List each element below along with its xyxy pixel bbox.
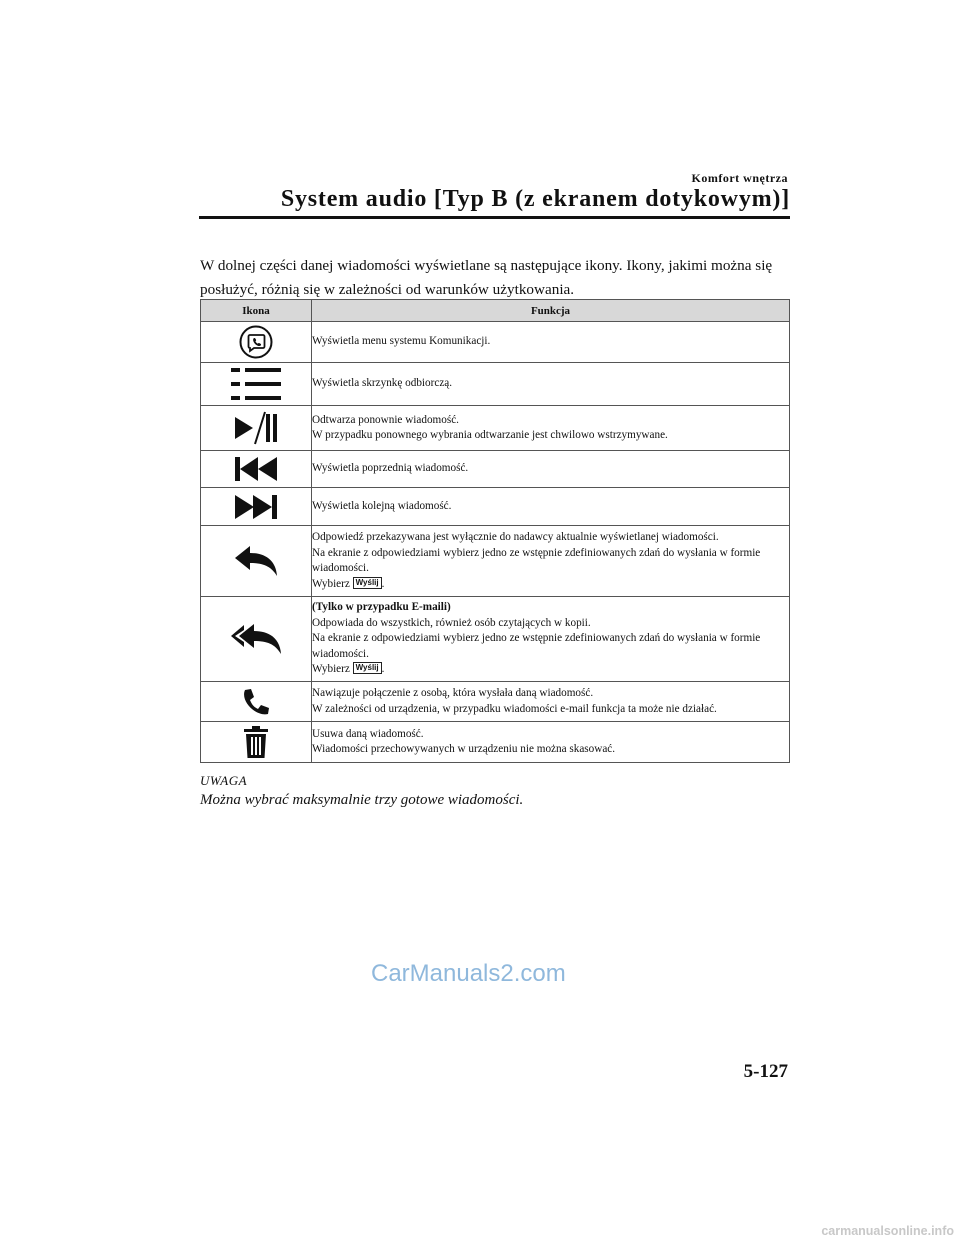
title-rule — [199, 216, 790, 219]
function-text: Na ekranie z odpowiedziami wybierz jedno ze wstępnie zdefiniowanych zdań do wysłania w formie wiadomości. — [312, 546, 761, 574]
column-header-icon: Ikona — [201, 300, 312, 322]
table-row — [201, 406, 790, 451]
table-header-row — [201, 300, 790, 322]
phone-icon — [241, 692, 271, 709]
function-text: Wyświetla skrzynkę odbiorczą. — [312, 377, 453, 390]
select-instruction: Wybierz Wyślij . — [312, 577, 385, 590]
select-instruction: Wybierz Wyślij . — [312, 663, 385, 676]
trash-icon — [243, 733, 269, 750]
function-text: Nawiązuje połączenie z osobą, która wysłała daną wiadomość. — [312, 687, 594, 699]
function-text: Odpowiada do wszystkich, również osób czytających w kopii. — [312, 616, 591, 629]
table-row — [201, 488, 790, 526]
section-label: Komfort wnętrza — [691, 171, 788, 185]
column-header-function: Funkcja — [312, 300, 790, 322]
function-text: Odpowiedź przekazywana jest wyłącznie do nadawcy aktualnie wyświetlanej wiadomości. — [312, 531, 719, 543]
watermark-logo: CarManuals2.com — [371, 960, 566, 987]
function-text: Na ekranie z odpowiedziami wybierz jedno ze wstępnie zdefiniowanych zdań do wysłania w formie wiadomości. — [312, 632, 761, 660]
table-row — [201, 597, 790, 682]
note-text: Można wybrać maksymalnie trzy gotowe wiadomości. — [200, 792, 524, 808]
reply-icon — [233, 552, 279, 569]
table-row — [201, 451, 790, 488]
function-text: W zależności od urządzenia, w przypadku wiadomości e-mail funkcja ta może nie działać. — [312, 702, 717, 715]
table-row — [201, 682, 790, 722]
send-button: Wyślij — [353, 662, 382, 674]
list-icon — [230, 375, 282, 392]
intro-paragraph: W dolnej części danej wiadomości wyświetlane są następujące ikony. Ikony, jakimi można się posłużyć, różnią się w zależności od warunków użytkowania. — [200, 257, 773, 298]
function-text: Wyświetla kolejną wiadomość. — [312, 499, 452, 512]
function-text: Wyświetla menu systemu Komunikacji. — [312, 335, 491, 348]
play-pause-icon — [233, 419, 279, 436]
function-text: Wyświetla poprzednią wiadomość. — [312, 462, 469, 475]
table-row — [201, 526, 790, 597]
note-title: UWAGA — [200, 773, 248, 788]
table-row — [201, 722, 790, 763]
send-button: Wyślij — [353, 577, 382, 589]
function-text: Wiadomości przechowywanych w urządzeniu nie można skasować. — [312, 743, 616, 755]
next-icon — [234, 497, 278, 514]
footer-logo: carmanualsonline.info — [821, 1224, 954, 1238]
function-text: W przypadku ponownego wybrania odtwarzanie jest chwilowo wstrzymywane. — [312, 429, 668, 441]
page-number: 5-127 — [743, 1061, 788, 1082]
icon-function-table — [200, 299, 790, 763]
function-text: Usuwa daną wiadomość. — [312, 727, 424, 740]
function-text: Odtwarza ponownie wiadomość. — [312, 413, 459, 426]
function-heading: (Tylko w przypadku E-maili) — [312, 601, 451, 614]
table-row — [201, 363, 790, 406]
chapter-title: System audio [Typ B (z ekranem dotykowym)] — [280, 186, 790, 212]
communication-icon — [239, 333, 273, 350]
table-row — [201, 322, 790, 363]
previous-icon — [234, 460, 278, 477]
reply-all-icon — [229, 630, 283, 647]
